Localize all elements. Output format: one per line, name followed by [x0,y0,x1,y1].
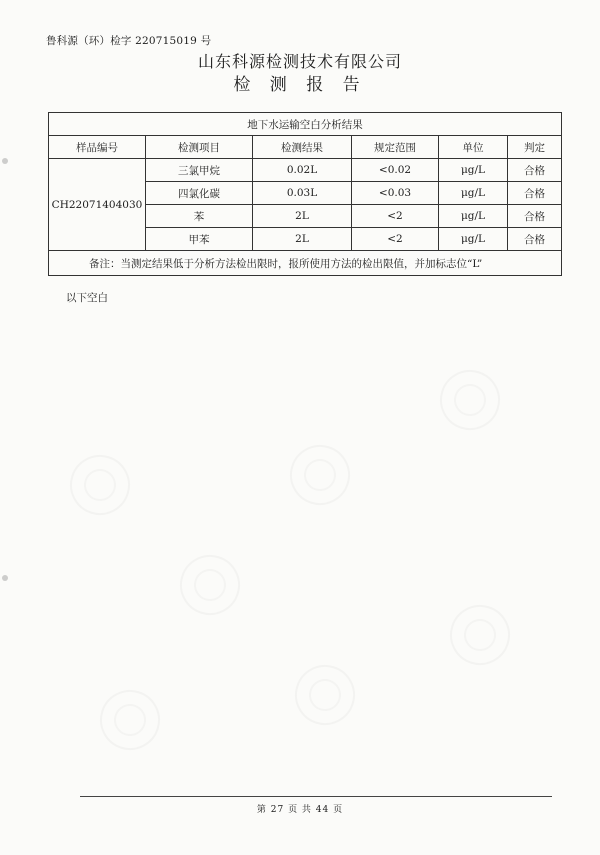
watermark-seal [169,544,250,625]
table-caption: 地下水运输空白分析结果 [49,113,562,136]
binding-hole [2,575,8,581]
range-cell: <2 [352,228,439,251]
item-cell: 苯 [146,205,253,228]
range-cell: <2 [352,205,439,228]
column-header: 检测项目 [146,136,253,159]
result-cell: 2L [253,205,352,228]
binding-hole [2,158,8,164]
range-cell: <0.02 [352,159,439,182]
blank-below-note: 以下空白 [66,292,108,304]
verdict-cell: 合格 [508,228,562,251]
unit-cell: μg/L [439,182,508,205]
table-note: 备注：当测定结果低于分析方法检出限时，报所使用方法的检出限值，并加标志位“L” [49,251,562,276]
unit-cell: μg/L [439,159,508,182]
results-table [48,112,562,276]
verdict-cell: 合格 [508,205,562,228]
result-cell: 0.03L [253,182,352,205]
column-header: 判定 [508,136,562,159]
company-name: 山东科源检测技术有限公司 [197,52,402,71]
result-cell: 2L [253,228,352,251]
watermark-seal [279,434,360,515]
item-cell: 三氯甲烷 [146,159,253,182]
range-cell: <0.03 [352,182,439,205]
document-title: 检 测 报 告 [233,75,367,95]
watermark-seal [59,444,140,525]
report-number: 鲁科源（环）检字 220715019 号 [46,35,212,47]
verdict-cell: 合格 [508,159,562,182]
watermark-seal [89,679,170,760]
unit-cell: μg/L [439,205,508,228]
table-row [49,159,562,182]
sample-id-cell: CH22071404030 [49,159,146,251]
page-number: 第 27 页 共 44 页 [256,805,344,815]
result-cell: 0.02L [253,159,352,182]
item-cell: 四氯化碳 [146,182,253,205]
column-header: 规定范围 [352,136,439,159]
watermark-seal [429,359,510,440]
footer-divider [80,796,552,797]
watermark-seal [439,594,520,675]
column-header: 单位 [439,136,508,159]
table-header-row [49,136,562,159]
verdict-cell: 合格 [508,182,562,205]
item-cell: 甲苯 [146,228,253,251]
column-header: 样品编号 [49,136,146,159]
watermark-seal [284,654,365,735]
unit-cell: μg/L [439,228,508,251]
column-header: 检测结果 [253,136,352,159]
